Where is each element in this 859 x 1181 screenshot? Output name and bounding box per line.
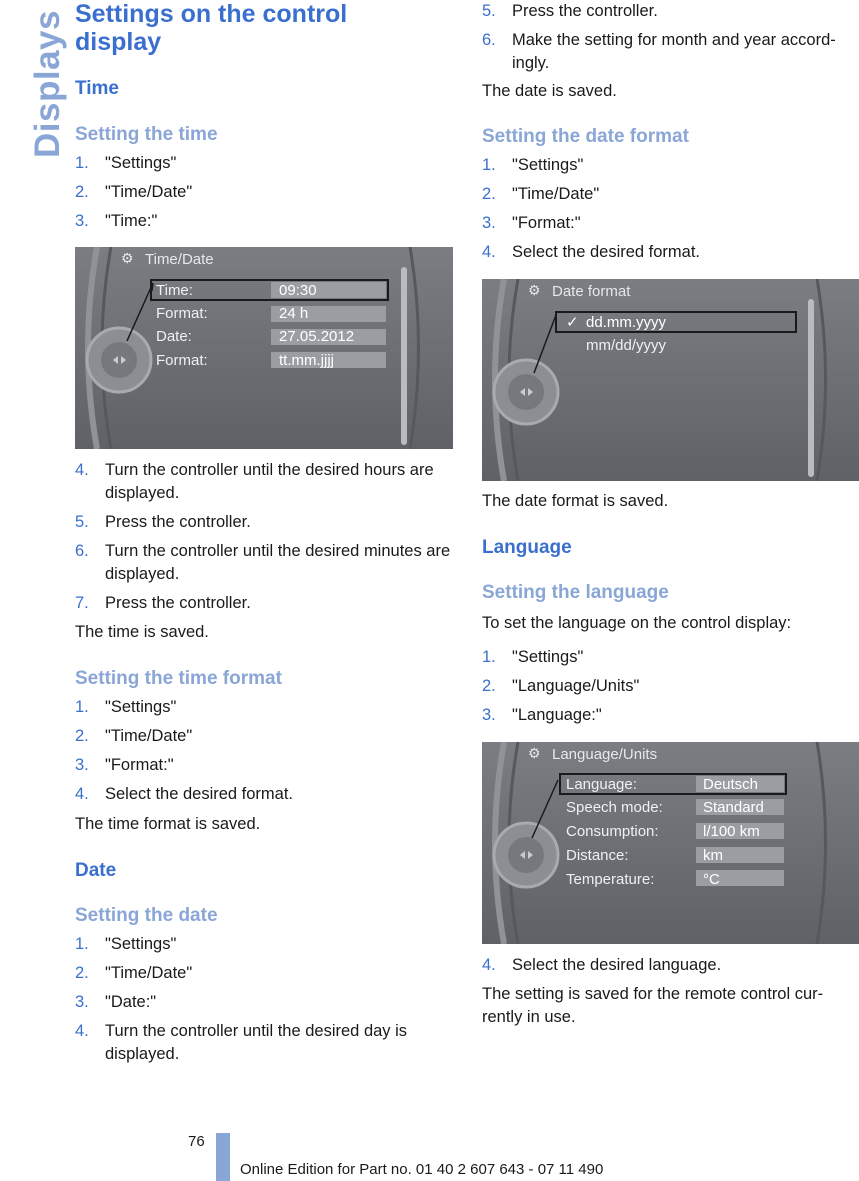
list-item: 7. Press the controller. <box>75 594 251 612</box>
screen-row-value: tt.mm.jjjj <box>279 352 334 369</box>
steps-setting-date-continued <box>482 0 859 75</box>
list-item: 6. Turn the controller until the desired minutes are displayed. <box>75 542 451 583</box>
screen-row-label: Date: <box>156 328 192 345</box>
result-text: The date format is saved. <box>482 492 669 510</box>
subheading-setting-date-format: Setting the date format <box>482 126 689 147</box>
screen-row-label: Temperature: <box>566 871 655 888</box>
section-heading-language: Language <box>482 537 572 558</box>
screen-row-label: Distance: <box>566 847 629 864</box>
screen-title: Language/Units <box>552 746 658 763</box>
list-item: 1. "Settings" <box>75 698 177 716</box>
steps-setting-language-continued <box>482 954 859 977</box>
list-item: 2. "Time/Date" <box>75 183 193 201</box>
list-item: 2. "Time/Date" <box>75 964 193 982</box>
screen-row-value: km <box>703 847 723 864</box>
screen-option: mm/dd/yyyy <box>586 337 667 354</box>
page-title: Settings on the control display <box>75 0 348 56</box>
list-item: 4. Select the desired format. <box>482 243 701 261</box>
screen-row-value: Standard <box>703 799 764 816</box>
screen-row-value: 09:30 <box>279 282 317 299</box>
screen-row-label: Format: <box>156 352 208 369</box>
steps-setting-language <box>482 646 859 727</box>
steps-setting-date <box>75 933 455 1066</box>
screen-row-label: Speech mode: <box>566 799 663 816</box>
subheading-setting-language: Setting the language <box>482 582 669 603</box>
subheading-setting-time-format: Setting the time format <box>75 668 282 689</box>
list-item: 2. "Language/Units" <box>482 677 640 695</box>
steps-setting-date-format <box>482 154 859 264</box>
screen-option: dd.mm.yyyy <box>586 314 667 331</box>
screen-row-label: Language: <box>566 776 637 793</box>
list-item: 1. "Settings" <box>482 156 584 174</box>
svg-text:⚙: ⚙ <box>121 250 134 266</box>
result-text: The time format is saved. <box>75 815 261 833</box>
screen-title: Date format <box>552 283 631 300</box>
svg-text:⚙: ⚙ <box>528 745 541 761</box>
list-item: 3. "Date:" <box>75 993 157 1011</box>
chapter-side-tab <box>0 0 67 160</box>
intro-text: To set the language on the control display: <box>482 614 792 632</box>
checkmark-icon: ✓ <box>566 313 579 331</box>
page-number: 76 <box>188 1133 205 1150</box>
chapter-side-tab-label: Displays <box>28 10 67 158</box>
subheading-setting-date: Setting the date <box>75 905 218 926</box>
screen-row-label: Time: <box>156 282 193 299</box>
screen-row-label: Consumption: <box>566 823 659 840</box>
list-item: 3. "Format:" <box>75 756 174 774</box>
section-heading-time: Time <box>75 78 120 99</box>
display-screenshot-time-date <box>75 247 453 449</box>
list-item: 4. Turn the controller until the desired day is displayed. <box>75 1022 408 1063</box>
steps-setting-time-continued <box>75 459 455 615</box>
screen-row-value: 27.05.2012 <box>279 328 355 345</box>
list-item: 1. "Settings" <box>75 154 177 172</box>
display-screenshot-language-units <box>482 742 859 944</box>
list-item: 5. Press the controller. <box>75 513 251 531</box>
screen-row-value: l/100 km <box>703 823 760 840</box>
section-heading-date: Date <box>75 860 117 881</box>
list-item: 4. Select the desired language. <box>482 956 722 974</box>
list-item: 2. "Time/Date" <box>482 185 600 203</box>
screen-row-value: Deutsch <box>703 776 759 793</box>
result-text: The date is saved. <box>482 82 617 100</box>
subheading-setting-time: Setting the time <box>75 124 218 145</box>
footer-accent-bar <box>216 1133 230 1181</box>
list-item: 1. "Settings" <box>75 935 177 953</box>
list-item: 3. "Time:" <box>75 212 158 230</box>
display-screenshot-date-format <box>482 279 859 481</box>
list-item: 1. "Settings" <box>482 648 584 666</box>
svg-text:⚙: ⚙ <box>528 282 541 298</box>
steps-setting-time-format <box>75 696 455 806</box>
screen-row-label: Format: <box>156 305 208 322</box>
screen-row-value: 24 h <box>279 305 309 322</box>
edition-note: Online Edition for Part no. 01 40 2 607 643 - 07 11 490 <box>240 1161 604 1178</box>
list-item: 6. Make the setting for month and year accord‐ingly. <box>482 31 836 72</box>
list-item: 5. Press the controller. <box>482 2 658 20</box>
list-item: 4. Turn the controller until the desired hours are displayed. <box>75 461 434 502</box>
list-item: 3. "Format:" <box>482 214 581 232</box>
result-text: The setting is saved for the remote control cur‐rently in use. <box>482 985 824 1026</box>
screen-title: Time/Date <box>145 251 214 268</box>
list-item: 3. "Language:" <box>482 706 602 724</box>
result-text: The time is saved. <box>75 623 209 641</box>
list-item: 2. "Time/Date" <box>75 727 193 745</box>
steps-setting-time <box>75 152 455 233</box>
screen-row-value: °C <box>703 871 720 888</box>
list-item: 4. Select the desired format. <box>75 785 294 803</box>
